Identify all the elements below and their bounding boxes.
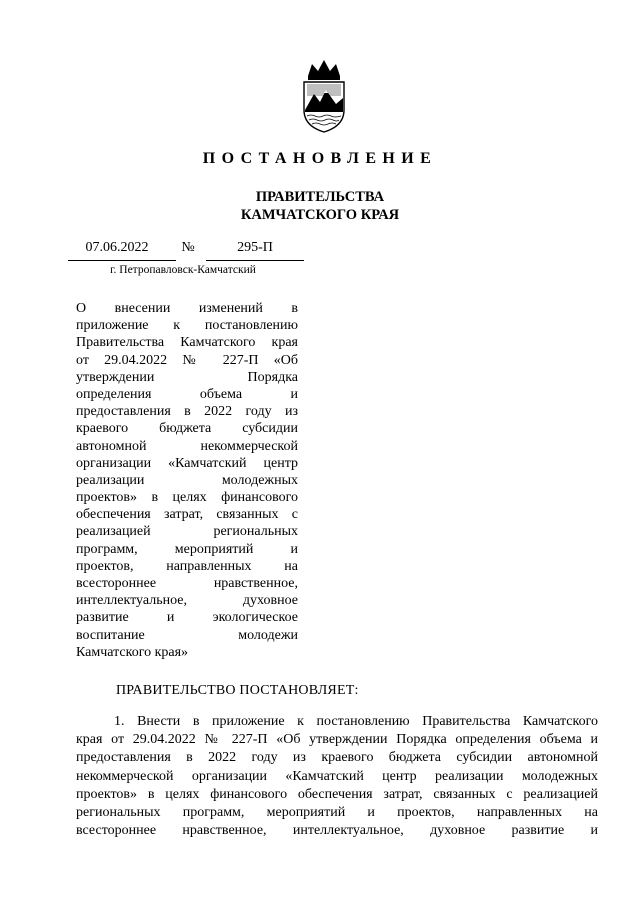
subject-line: проектов» в целях финансового: [76, 490, 298, 506]
subject-line: развитие и экологическое: [76, 610, 298, 626]
authority-line-2: КАМЧАТСКОГО КРАЯ: [240, 207, 400, 223]
body-line: некоммерческой организации «Камчатский центр реализации молодежных: [76, 768, 598, 784]
number-underline: [206, 260, 304, 261]
issue-place: г. Петропавловск-Камчатский: [110, 264, 256, 276]
subject-line: утверждении Порядка: [76, 369, 298, 385]
body-line: региональных программ, мероприятий и проектов, направленных на: [76, 804, 598, 820]
subject-line: обеспечения затрат, связанных с: [76, 507, 298, 523]
body-line: всестороннее нравственное, интеллектуальное, духовное развитие и: [76, 823, 598, 839]
subject-line: Камчатского края»: [76, 644, 189, 660]
document-subject: [76, 300, 298, 661]
subject-line: всестороннее нравственное,: [76, 576, 298, 591]
decree-heading: ПРАВИТЕЛЬСТВО ПОСТАНОВЛЯЕТ:: [116, 683, 359, 698]
subject-line: Правительства Камчатского края: [76, 335, 298, 351]
subject-line: реализацией региональных: [76, 524, 298, 540]
document-type-title: ПОСТАНОВЛЕНИЕ: [202, 150, 438, 167]
subject-line: интеллектуальное, духовное: [76, 593, 298, 609]
subject-line: проектов, направленных на: [76, 558, 298, 574]
kamchatka-coat-of-arms-emblem: [298, 58, 350, 134]
date-underline: [68, 260, 176, 261]
subject-line: от 29.04.2022 № 227-П «Об: [76, 352, 298, 368]
subject-line: определения объема и: [76, 386, 298, 402]
number-sign: №: [181, 240, 195, 255]
subject-line: организации «Камчатский центр: [76, 455, 298, 471]
subject-line: предоставления в 2022 году из: [76, 404, 298, 420]
body-line: 1. Внести в приложение к постановлению Правительства Камчатского: [114, 714, 598, 729]
body-line: предоставления в 2022 году из краевого бюджета субсидии автономной: [76, 750, 598, 766]
body-line: края от 29.04.2022 № 227-П «Об утверждении Порядка определения объема и: [76, 732, 598, 748]
document-number: 295-П: [237, 240, 273, 255]
document-body: [76, 713, 598, 840]
subject-line: воспитание молодежи: [76, 627, 298, 643]
document-date: 07.06.2022: [85, 240, 149, 255]
subject-line: автономной некоммерческой: [76, 438, 298, 454]
subject-line: реализации молодежных: [76, 472, 298, 488]
subject-line: приложение к постановлению: [76, 318, 298, 334]
subject-line: программ, мероприятий и: [76, 541, 298, 557]
issuing-authority: [0, 188, 640, 224]
body-line: проектов» в целях финансового обеспечения затрат, связанных с реализацией: [76, 786, 598, 802]
subject-line: О внесении изменений в: [76, 301, 298, 316]
subject-line: краевого бюджета субсидии: [76, 421, 298, 437]
authority-line-1: ПРАВИТЕЛЬСТВА: [255, 189, 385, 205]
